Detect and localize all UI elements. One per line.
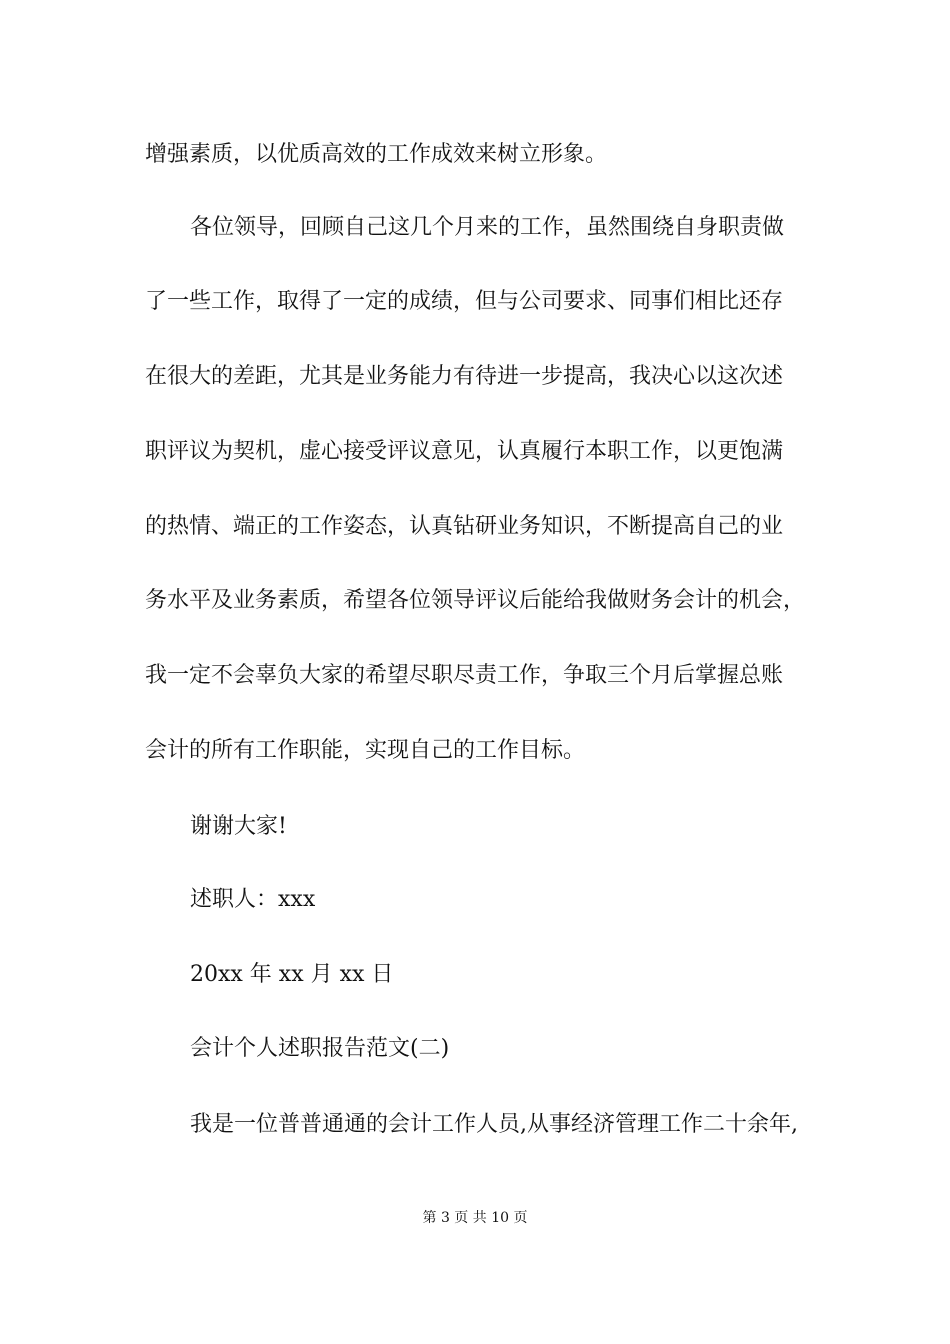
paragraph-line: 了一些工作，取得了一定的成绩，但与公司要求、同事们相比还存 [145,289,784,314]
paragraph-line: 务水平及业务素质，希望各位领导评议后能给我做财务会计的机会， [145,588,806,613]
paragraph-line: 在很大的差距，尤其是业务能力有待进一步提高，我决心以这次述 [145,364,784,389]
paragraph-line: 职评议为契机，虚心接受评议意见，认真履行本职工作，以更饱满 [145,439,784,464]
paragraph-line: 的热情、端正的工作姿态，认真钻研业务知识，不断提高自己的业 [145,514,784,539]
paragraph-line: 我是一位普普通通的会计工作人员,从事经济管理工作二十余年, [190,1112,798,1137]
paragraph-line: 增强素质，以优质高效的工作成效来树立形象。 [145,142,608,167]
paragraph-line: 会计的所有工作职能，实现自己的工作目标。 [145,738,586,763]
section-heading: 会计个人述职报告范文(二) [190,1036,450,1061]
closing-thanks: 谢谢大家! [190,814,287,839]
author-line: 述职人：xxx [190,887,316,912]
date-line: 20xx 年 xx 月 xx 日 [190,962,394,987]
paragraph-line: 我一定不会辜负大家的希望尽职尽责工作，争取三个月后掌握总账 [145,663,784,688]
paragraph-line: 各位领导，回顾自己这几个月来的工作，虽然围绕自身职责做 [190,215,785,240]
page-number-footer: 第 3 页 共 10 页 [422,1210,528,1226]
